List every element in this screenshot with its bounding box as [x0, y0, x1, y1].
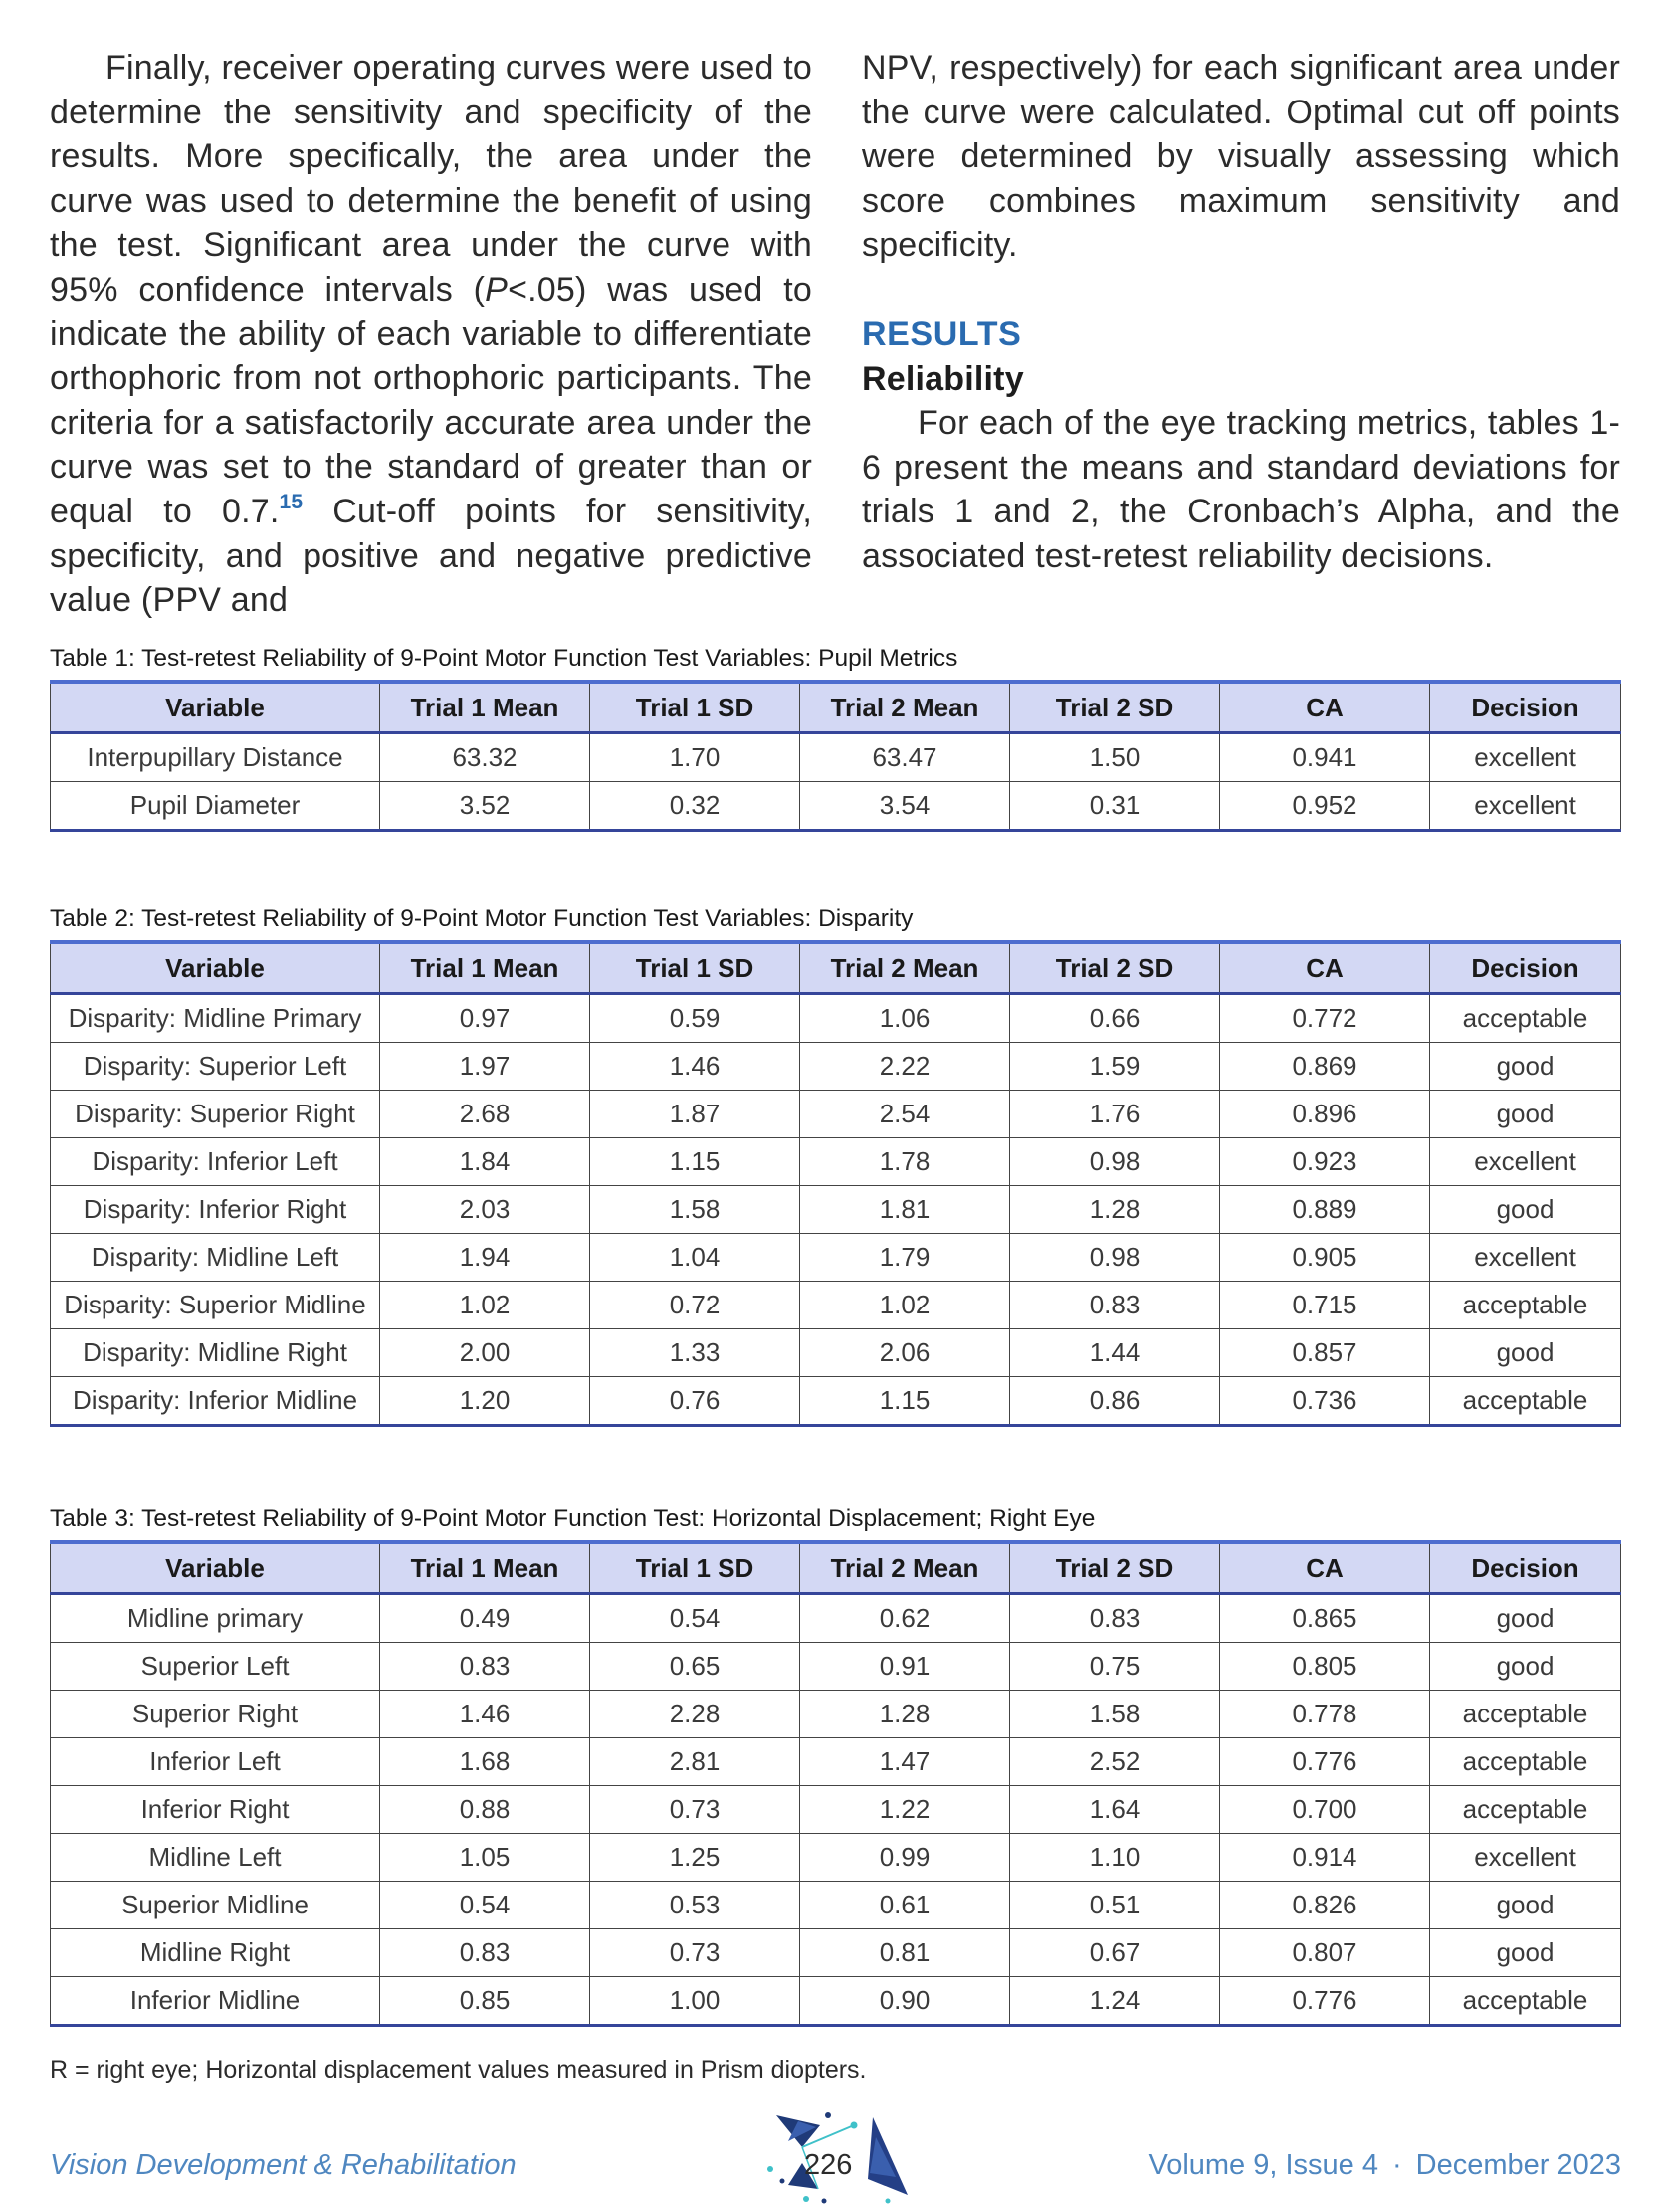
variable-cell: Disparity: Midline Primary [51, 994, 380, 1043]
value-cell: 1.78 [800, 1138, 1010, 1186]
value-cell: 2.00 [380, 1329, 590, 1377]
value-cell: 0.83 [380, 1643, 590, 1691]
value-cell: good [1430, 1643, 1621, 1691]
value-cell: acceptable [1430, 1786, 1621, 1834]
value-cell: good [1430, 1929, 1621, 1977]
value-cell: 0.65 [590, 1643, 800, 1691]
value-cell: 1.33 [590, 1329, 800, 1377]
value-cell: 0.99 [800, 1834, 1010, 1882]
value-cell: 0.826 [1220, 1882, 1430, 1929]
page-number: 226 [804, 2149, 853, 2181]
value-cell: 1.84 [380, 1138, 590, 1186]
volume-issue: Volume 9, Issue 4 [1148, 2149, 1378, 2181]
value-cell: 2.22 [800, 1043, 1010, 1091]
table-row [51, 1329, 1621, 1377]
value-cell: 1.24 [1010, 1977, 1220, 2026]
reliability-heading: Reliability [862, 359, 1024, 398]
variable-cell: Midline Left [51, 1834, 380, 1882]
value-cell: excellent [1430, 782, 1621, 831]
table1-pupil-metrics [50, 680, 1621, 832]
table2-disparity [50, 940, 1621, 1427]
reference-link[interactable]: 15 [279, 490, 304, 513]
table2-caption: Table 2: Test-retest Reliability of 9-Point Motor Function Test Variables: Disparity [50, 905, 914, 932]
value-cell: 1.20 [380, 1377, 590, 1426]
table-row [51, 1186, 1621, 1234]
value-cell: 1.76 [1010, 1091, 1220, 1138]
table-row [51, 1643, 1621, 1691]
value-cell: 2.52 [1010, 1738, 1220, 1786]
value-cell: 0.776 [1220, 1738, 1430, 1786]
column-header: Trial 1 Mean [380, 682, 590, 733]
column-header: Trial 2 SD [1010, 682, 1220, 733]
value-cell: 0.53 [590, 1882, 800, 1929]
value-cell: 0.72 [590, 1282, 800, 1329]
column-header: CA [1220, 1542, 1430, 1594]
variable-cell: Disparity: Inferior Left [51, 1138, 380, 1186]
value-cell: 0.941 [1220, 733, 1430, 782]
value-cell: 1.87 [590, 1091, 800, 1138]
value-cell: acceptable [1430, 1738, 1621, 1786]
table-row [51, 1594, 1621, 1643]
value-cell: 0.67 [1010, 1929, 1220, 1977]
column-header: Decision [1430, 1542, 1621, 1594]
table-row [51, 1091, 1621, 1138]
value-cell: 1.22 [800, 1786, 1010, 1834]
paragraph-methods-continued: NPV, respectively) for each significant area under the curve were calculated. Optimal cut off points were determined by visually assessing which score combines maximum sensitivity and specificity. [862, 49, 1620, 265]
value-cell: 1.46 [380, 1691, 590, 1738]
value-cell: 0.66 [1010, 994, 1220, 1043]
paragraph-reliability: For each of the eye tracking metrics, tables 1-6 present the means and standard deviations for trials 1 and 2, the Cronbach’s Alpha, and the associated test-retest reliability decisions. [862, 404, 1620, 575]
variable-cell: Disparity: Inferior Midline [51, 1377, 380, 1426]
value-cell: 1.15 [590, 1138, 800, 1186]
value-cell: 0.914 [1220, 1834, 1430, 1882]
value-cell: 0.54 [380, 1882, 590, 1929]
variable-cell: Disparity: Superior Left [51, 1043, 380, 1091]
column-header: Variable [51, 682, 380, 733]
body-column-left [50, 46, 812, 623]
value-cell: 1.15 [800, 1377, 1010, 1426]
table-header-row [51, 682, 1621, 733]
value-cell: 1.47 [800, 1738, 1010, 1786]
table-row [51, 733, 1621, 782]
value-cell: good [1430, 1043, 1621, 1091]
value-cell: 0.54 [590, 1594, 800, 1643]
value-cell: 1.58 [590, 1186, 800, 1234]
value-cell: 1.06 [800, 994, 1010, 1043]
table-row [51, 1377, 1621, 1426]
column-header: Trial 1 Mean [380, 942, 590, 994]
variable-cell: Disparity: Inferior Right [51, 1186, 380, 1234]
table-row [51, 1282, 1621, 1329]
column-header: Decision [1430, 942, 1621, 994]
table3-horizontal-displacement [50, 1540, 1621, 2027]
value-cell: 1.05 [380, 1834, 590, 1882]
column-header: Trial 2 Mean [800, 942, 1010, 994]
value-cell: 1.28 [800, 1691, 1010, 1738]
variable-cell: Midline Right [51, 1929, 380, 1977]
table-row [51, 1882, 1621, 1929]
value-cell: 0.86 [1010, 1377, 1220, 1426]
column-header: Trial 2 SD [1010, 1542, 1220, 1594]
table-row [51, 1786, 1621, 1834]
variable-cell: Superior Right [51, 1691, 380, 1738]
value-cell: 0.59 [590, 994, 800, 1043]
table1-caption: Table 1: Test-retest Reliability of 9-Point Motor Function Test Variables: Pupil Metrics [50, 645, 958, 672]
value-cell: 0.62 [800, 1594, 1010, 1643]
variable-cell: Midline primary [51, 1594, 380, 1643]
table-row [51, 1929, 1621, 1977]
value-cell: 1.02 [380, 1282, 590, 1329]
column-header: Trial 1 SD [590, 942, 800, 994]
value-cell: 0.83 [1010, 1594, 1220, 1643]
value-cell: 1.68 [380, 1738, 590, 1786]
value-cell: 0.905 [1220, 1234, 1430, 1282]
journal-name: Vision Development & Rehabilitation [50, 2149, 517, 2181]
value-cell: 2.81 [590, 1738, 800, 1786]
value-cell: 0.75 [1010, 1643, 1220, 1691]
table-row [51, 1977, 1621, 2026]
value-cell: 0.700 [1220, 1786, 1430, 1834]
value-cell: 1.50 [1010, 733, 1220, 782]
column-header: CA [1220, 942, 1430, 994]
value-cell: 0.90 [800, 1977, 1010, 2026]
value-cell: 0.73 [590, 1786, 800, 1834]
value-cell: 0.51 [1010, 1882, 1220, 1929]
value-cell: excellent [1430, 1138, 1621, 1186]
value-cell: 0.807 [1220, 1929, 1430, 1977]
variable-cell: Superior Left [51, 1643, 380, 1691]
value-cell: 3.52 [380, 782, 590, 831]
value-cell: 0.91 [800, 1643, 1010, 1691]
value-cell: 0.61 [800, 1882, 1010, 1929]
value-cell: 63.47 [800, 733, 1010, 782]
value-cell: 1.10 [1010, 1834, 1220, 1882]
table-header-row [51, 1542, 1621, 1594]
value-cell: 0.896 [1220, 1091, 1430, 1138]
value-cell: 1.79 [800, 1234, 1010, 1282]
variable-cell: Superior Midline [51, 1882, 380, 1929]
table-row [51, 1234, 1621, 1282]
variable-cell: Disparity: Midline Right [51, 1329, 380, 1377]
value-cell: 0.952 [1220, 782, 1430, 831]
column-header: Trial 1 SD [590, 682, 800, 733]
value-cell: 0.889 [1220, 1186, 1430, 1234]
table3-footnote: R = right eye; Horizontal displacement values measured in Prism diopters. [50, 2056, 867, 2084]
value-cell: 0.778 [1220, 1691, 1430, 1738]
value-cell: 2.03 [380, 1186, 590, 1234]
column-header: Trial 2 Mean [800, 682, 1010, 733]
table-row [51, 1834, 1621, 1882]
value-cell: 0.76 [590, 1377, 800, 1426]
value-cell: 0.857 [1220, 1329, 1430, 1377]
value-cell: excellent [1430, 733, 1621, 782]
variable-cell: Pupil Diameter [51, 782, 380, 831]
value-cell: 0.31 [1010, 782, 1220, 831]
value-cell: 1.44 [1010, 1329, 1220, 1377]
value-cell: acceptable [1430, 1977, 1621, 2026]
value-cell: 0.772 [1220, 994, 1430, 1043]
value-cell: acceptable [1430, 994, 1621, 1043]
value-cell: 1.00 [590, 1977, 800, 2026]
value-cell: 0.736 [1220, 1377, 1430, 1426]
value-cell: 1.25 [590, 1834, 800, 1882]
value-cell: 2.54 [800, 1091, 1010, 1138]
value-cell: 2.28 [590, 1691, 800, 1738]
table-header-row [51, 942, 1621, 994]
value-cell: 1.04 [590, 1234, 800, 1282]
value-cell: 0.97 [380, 994, 590, 1043]
results-heading: RESULTS [862, 314, 1022, 353]
variable-cell: Inferior Midline [51, 1977, 380, 2026]
issue-info [1148, 2149, 1621, 2182]
variable-cell: Disparity: Superior Midline [51, 1282, 380, 1329]
table-row [51, 1691, 1621, 1738]
body-column-right [862, 46, 1620, 579]
value-cell: 0.49 [380, 1594, 590, 1643]
value-cell: 1.59 [1010, 1043, 1220, 1091]
column-header: Decision [1430, 682, 1621, 733]
table-row [51, 1043, 1621, 1091]
table-row [51, 994, 1621, 1043]
value-cell: 0.869 [1220, 1043, 1430, 1091]
value-cell: 0.923 [1220, 1138, 1430, 1186]
variable-cell: Disparity: Midline Left [51, 1234, 380, 1282]
value-cell: 1.28 [1010, 1186, 1220, 1234]
value-cell: 0.98 [1010, 1234, 1220, 1282]
value-cell: 0.32 [590, 782, 800, 831]
variable-cell: Interpupillary Distance [51, 733, 380, 782]
value-cell: 1.46 [590, 1043, 800, 1091]
value-cell: 0.83 [380, 1929, 590, 1977]
value-cell: acceptable [1430, 1377, 1621, 1426]
variable-cell: Disparity: Superior Right [51, 1091, 380, 1138]
value-cell: 0.98 [1010, 1138, 1220, 1186]
value-cell: 1.02 [800, 1282, 1010, 1329]
value-cell: 0.776 [1220, 1977, 1430, 2026]
value-cell: good [1430, 1329, 1621, 1377]
column-header: Trial 2 Mean [800, 1542, 1010, 1594]
column-header: Trial 2 SD [1010, 942, 1220, 994]
value-cell: 1.94 [380, 1234, 590, 1282]
value-cell: good [1430, 1186, 1621, 1234]
table-row [51, 1738, 1621, 1786]
value-cell: 1.70 [590, 733, 800, 782]
column-header: Variable [51, 1542, 380, 1594]
value-cell: acceptable [1430, 1282, 1621, 1329]
value-cell: 0.83 [1010, 1282, 1220, 1329]
table-row [51, 1138, 1621, 1186]
value-cell: 0.865 [1220, 1594, 1430, 1643]
value-cell: 1.58 [1010, 1691, 1220, 1738]
value-cell: 3.54 [800, 782, 1010, 831]
value-cell: acceptable [1430, 1691, 1621, 1738]
issue-date: December 2023 [1415, 2149, 1621, 2181]
value-cell: good [1430, 1882, 1621, 1929]
column-header: CA [1220, 682, 1430, 733]
value-cell: excellent [1430, 1834, 1621, 1882]
value-cell: 63.32 [380, 733, 590, 782]
column-header: Trial 1 Mean [380, 1542, 590, 1594]
separator: · [1391, 2149, 1402, 2181]
value-cell: 2.06 [800, 1329, 1010, 1377]
variable-cell: Inferior Right [51, 1786, 380, 1834]
value-cell: 1.64 [1010, 1786, 1220, 1834]
table3-caption: Table 3: Test-retest Reliability of 9-Point Motor Function Test: Horizontal Displacement; Right Eye [50, 1506, 1096, 1532]
column-header: Trial 1 SD [590, 1542, 800, 1594]
value-cell: 0.85 [380, 1977, 590, 2026]
value-cell: good [1430, 1594, 1621, 1643]
paragraph-methods: Finally, receiver operating curves were used to determine the sensitivity and specificity of the results. More specifically, the area under the curve was used to determine the benefit of using the test. Significant area under the curve with 95% confidence intervals (P<.05) was used to indicate the ability of each variable to differentiate orthophoric from not orthophoric participants. The criteria for a satisfactorily accurate area under the curve was set to the standard of greater than or equal to 0.7.15 Cut-off points for sensitivity, specificity, and positive and negative predictive value (PPV and [50, 49, 813, 620]
value-cell: 1.97 [380, 1043, 590, 1091]
value-cell: 0.73 [590, 1929, 800, 1977]
variable-cell: Inferior Left [51, 1738, 380, 1786]
value-cell: excellent [1430, 1234, 1621, 1282]
table-row [51, 782, 1621, 831]
value-cell: 1.81 [800, 1186, 1010, 1234]
value-cell: 0.88 [380, 1786, 590, 1834]
column-header: Variable [51, 942, 380, 994]
value-cell: 0.715 [1220, 1282, 1430, 1329]
value-cell: 0.805 [1220, 1643, 1430, 1691]
value-cell: good [1430, 1091, 1621, 1138]
value-cell: 2.68 [380, 1091, 590, 1138]
value-cell: 0.81 [800, 1929, 1010, 1977]
